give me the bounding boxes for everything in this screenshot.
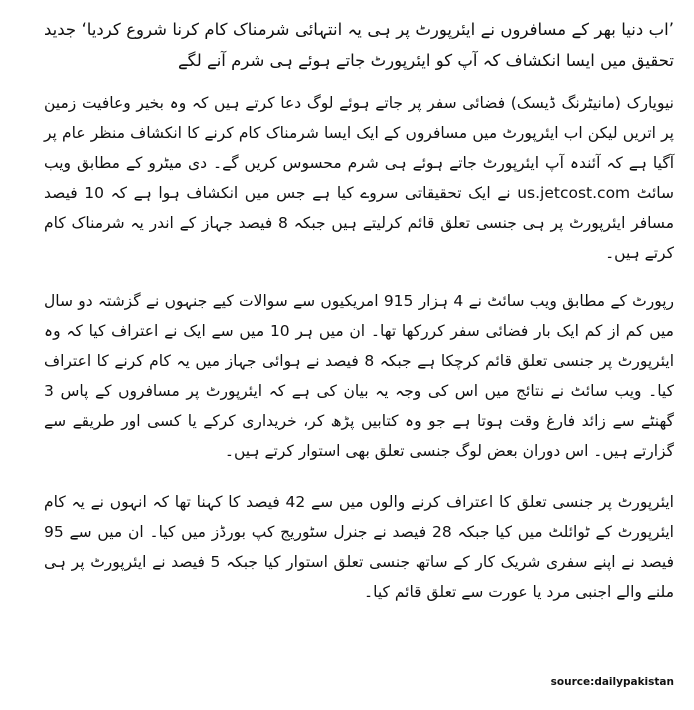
article-headline: ’اب دنیا بھر کے مسافروں نے ایئرپورٹ پر ہی یہ انتہائی شرمناک کام کرنا شروع کردیا‘ جدید تحقیق میں ایسا انکشاف کہ آپ کو ایئرپورٹ جاتے ہوئے ہی شرم آنے لگے	[44, 20, 674, 70]
paragraph-2: رپورٹ کے مطابق ویب سائٹ نے 4 ہزار 915 امریکیوں سے سوالات کیے جنہوں نے گزشتہ دو سال میں کم از کم ایک بار فضائی سفر کررکھا تھا۔ ان میں ہر 10 میں سے ایک نے اعتراف کیا کہ وہ ایئرپورٹ پر جنسی تعلق قائم کرچکا ہے جبکہ 8 فیصد نے ہوائی جہاز میں یہ کام کرنے کا اعتراف کیا۔ ویب سائٹ نے نتائج میں اس کی وجہ یہ بیان کی ہے کہ ایئرپورٹ پر مسافروں کے پاس 3 گھنٹے سے زائد فارغ وقت ہوتا ہے جو وہ کتابیں پڑھ کر، خریداری کرکے یا کسی اور طریقے سے گزارتے ہیں۔ اس دوران بعض لوگ جنسی تعلق بھی استوار کرتے ہیں۔	[44, 292, 675, 460]
source-credit: source:dailypakistan	[550, 676, 674, 688]
paragraph-3: ایئرپورٹ پر جنسی تعلق کا اعتراف کرنے والوں میں سے 42 فیصد کا کہنا تھا کہ انہوں نے یہ کام ایئرپورٹ کے ٹوائلٹ میں کیا جبکہ 28 فیصد نے جنرل سٹوریج کپ بورڈز میں کیا۔ ان میں سے 95 فیصد نے اپنے سفری شریک کار کے ساتھ جنسی تعلق استوار کیا جبکہ 5 فیصد نے ایئرپورٹ پر ہی ملنے والے اجنبی مرد یا عورت سے تعلق قائم کیا۔	[44, 493, 675, 601]
paragraph-1: نیویارک (مانیٹرنگ ڈیسک) فضائی سفر پر جاتے ہوئے لوگ دعا کرتے ہیں کہ وہ بخیر وعافیت زمین پر اتریں لیکن اب ایئرپورٹ میں مسافروں کے ایک ایسا شرمناک کام کرنے کا انکشاف منظر عام پر آگیا ہے کہ آئندہ آپ ایئرپورٹ جاتے ہوئے ہی شرم محسوس کریں گے۔ دی میٹرو کے مطابق ویب سائٹ us.jetcost.com نے ایک تحقیقاتی سروے کیا ہے جس میں انکشاف ہوا ہے کہ 10 فیصد مسافر ایئرپورٹ پر ہی جنسی تعلق قائم کرلیتے ہیں جبکہ 8 فیصد جہاز کے اندر یہ شرمناک کام کرتے ہیں۔	[44, 94, 675, 262]
article-body	[44, 0, 674, 607]
